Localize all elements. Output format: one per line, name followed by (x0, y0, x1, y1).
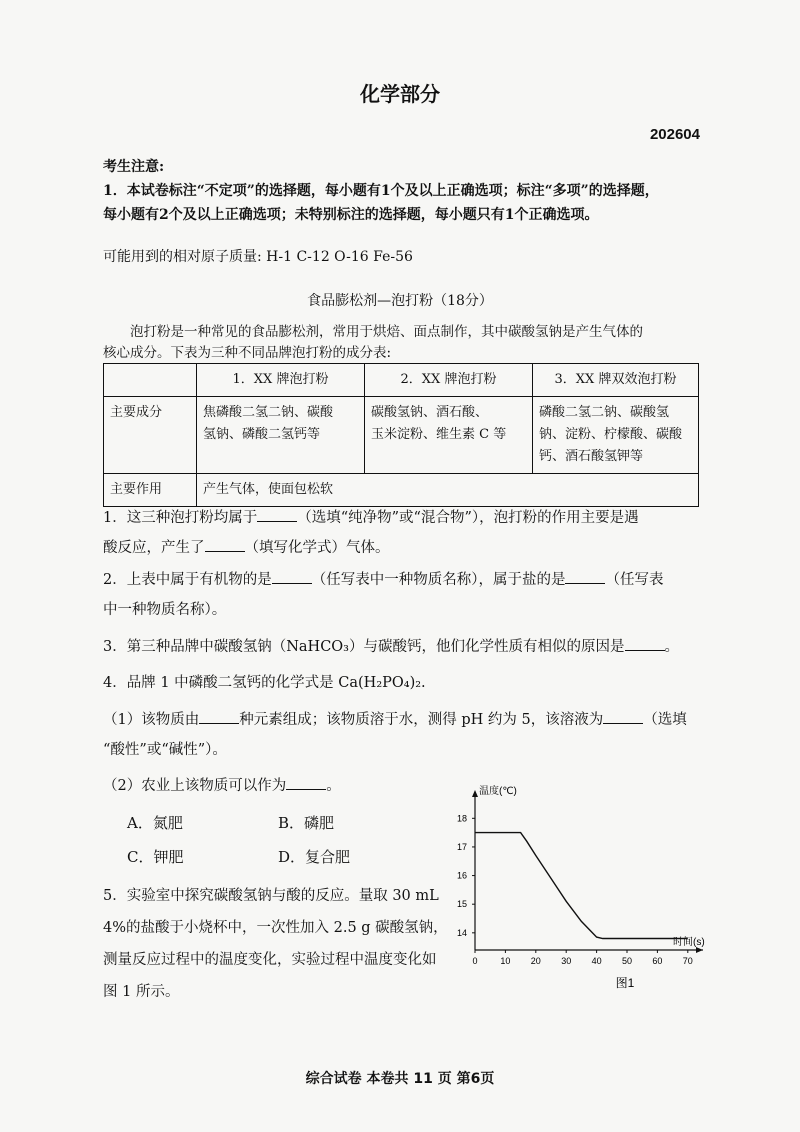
answer-blank[interactable] (565, 569, 605, 584)
chart-caption: 图1 (615, 976, 635, 990)
section-intro-1: 泡打粉是一种常见的食品膨松剂，常用于烘焙、面点制作，其中碳酸氢钠是产生气体的 (130, 324, 643, 340)
table-header-row (104, 364, 699, 397)
q2-text: （任写表 (605, 572, 664, 588)
answer-blank[interactable] (257, 507, 297, 522)
x-tick-label: 10 (500, 956, 511, 966)
cell-line: 氢钠、磷酸二氢钙等 (203, 427, 321, 442)
q4-1-text: 种元素组成；该物质溶于水，测得 pH 约为 5，该溶液为 (239, 712, 604, 728)
answer-blank[interactable] (199, 709, 239, 724)
question-4-1 (103, 705, 703, 765)
option-a[interactable]: A．氮肥 (127, 814, 183, 832)
page-footer: 综合试卷 本卷共 11 页 第6页 (305, 1071, 495, 1087)
question-4-2 (103, 771, 433, 801)
x-tick-label: 70 (682, 956, 693, 966)
question-2 (103, 565, 703, 625)
x-tick-label: 30 (561, 956, 572, 966)
cell-line: 焦磷酸二氢二钠、碳酸 (203, 405, 334, 420)
y-tick-label: 18 (456, 813, 467, 824)
x-axis-label: 时间(s) (673, 937, 705, 948)
cell-line: 磷酸二氢二钠、碳酸氢 (539, 405, 670, 420)
answer-blank[interactable] (603, 709, 643, 724)
table-header-cell: 3．XX 牌双效泡打粉 (533, 364, 699, 397)
x-tick-label: 40 (591, 956, 602, 966)
x-tick-label: 60 (652, 956, 663, 966)
q2-text: 2．上表中属于有机物的是 (103, 572, 272, 588)
q1-text: （填写化学式）气体。 (244, 540, 390, 556)
y-tick-label: 15 (456, 899, 467, 910)
temperature-chart (458, 782, 718, 1006)
cell-line: 钠、淀粉、柠檬酸、碳酸 (539, 427, 683, 442)
q2-text: （任写表中一种物质名称），属于盐的是 (311, 572, 566, 588)
table-cell (197, 397, 365, 474)
q1-text: 酸反应，产生了 (103, 540, 205, 556)
table-header-cell: 1．XX 牌泡打粉 (197, 364, 365, 397)
table-row (104, 397, 699, 474)
table-cell: 产生气体，使面包松软 (197, 474, 699, 507)
q1-text: （选填“纯净物”或“混合物”），泡打粉的作用主要是遇 (297, 510, 639, 526)
y-axis-arrow (472, 790, 478, 797)
table-cell (533, 397, 699, 474)
y-tick-label: 16 (456, 870, 467, 881)
notice-line-1: 1．本试卷标注“不定项”的选择题，每小题有1个及以上正确选项；标注“多项”的选择题， (103, 183, 659, 199)
chart-svg (458, 782, 718, 1002)
question-5 (103, 880, 448, 1008)
notice-heading: 考生注意: (103, 159, 165, 175)
cell-line: 玉米淀粉、维生素 C 等 (371, 427, 507, 442)
section-intro-2: 核心成分。下表为三种不同品牌泡打粉的成分表: (103, 345, 392, 361)
q3-text: 3．第三种品牌中碳酸氢钠（NaHCO₃）与碳酸钙，他们化学性质有相似的原因是 (103, 639, 625, 655)
q5-line: 4%的盐酸于小烧杯中，一次性加入 2.5 g 碳酸氢钠， (103, 920, 448, 936)
x-tick-label: 0 (472, 956, 478, 966)
notice-line-2: 每小题有2个及以上正确选项；未特别标注的选择题，每小题只有1个正确选项。 (103, 207, 599, 223)
section-title: 食品膨松剂—泡打粉（18分） (307, 293, 493, 309)
question-3 (103, 632, 703, 662)
q4-2-text: 。 (326, 778, 341, 794)
q4-1-text: （选填 (643, 712, 687, 728)
q5-line: 5．实验室中探究碳酸氢钠与酸的反应。量取 30 mL (103, 888, 439, 904)
q1-text: 1．这三种泡打粉均属于 (103, 510, 258, 526)
exam-code: 202604 (649, 126, 700, 143)
cell-line: 钙、酒石酸氢钾等 (539, 449, 644, 464)
answer-blank[interactable] (625, 636, 665, 651)
option-b[interactable]: B．磷肥 (278, 814, 335, 832)
row-label: 主要成分 (104, 397, 197, 474)
y-tick-label: 14 (456, 927, 467, 938)
row-label: 主要作用 (104, 474, 197, 507)
q5-line: 图 1 所示。 (103, 984, 180, 1000)
atomic-mass-line: 可能用到的相对原子质量: H-1 C-12 O-16 Fe-56 (103, 249, 413, 265)
q5-line: 测量反应过程中的温度变化，实验过程中温度变化如 (103, 952, 437, 968)
q4-1-text: （1）该物质由 (103, 712, 200, 728)
x-tick-label: 20 (530, 956, 541, 966)
x-tick-label: 50 (621, 956, 633, 966)
table-cell (365, 397, 533, 474)
option-d[interactable]: D．复合肥 (278, 848, 351, 866)
q3-text: 。 (664, 639, 679, 655)
table-header-cell (104, 364, 197, 397)
question-1 (103, 503, 703, 563)
question-4: 4．品牌 1 中磷酸二氢钙的化学式是 Ca(H₂PO₄)₂. (103, 675, 426, 691)
option-c[interactable]: C．钾肥 (127, 848, 184, 866)
y-axis-label: 温度(℃) (479, 786, 517, 797)
page-title: 化学部分 (360, 82, 440, 106)
cell-line: 碳酸氢钠、酒石酸、 (371, 405, 489, 420)
q2-text: 中一种物质名称）。 (103, 602, 227, 618)
y-tick-label: 17 (456, 841, 467, 852)
answer-blank[interactable] (286, 775, 326, 790)
answer-blank[interactable] (205, 537, 245, 552)
q4-2-text: （2）农业上该物质可以作为 (103, 778, 287, 794)
q4-1-text: “酸性”或“碱性”）。 (103, 742, 227, 758)
table-header-cell: 2．XX 牌泡打粉 (365, 364, 533, 397)
answer-blank[interactable] (272, 569, 312, 584)
temperature-line (475, 833, 688, 939)
ingredient-table (103, 363, 699, 507)
table-row (104, 474, 699, 507)
